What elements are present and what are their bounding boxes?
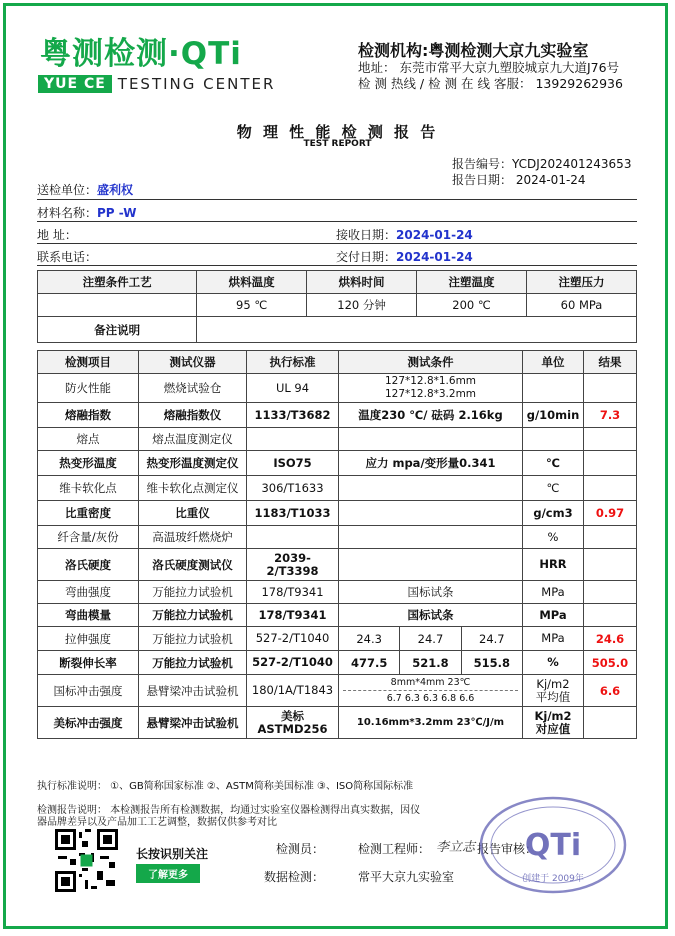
process-header: 烘料时间	[307, 271, 417, 294]
test-result	[584, 451, 637, 476]
material-value: PP -W	[97, 206, 137, 220]
table-row	[38, 627, 637, 651]
test-standard	[247, 526, 339, 549]
test-unit: ℃	[523, 476, 584, 501]
results-header: 执行标准	[247, 351, 339, 374]
condition-divider	[343, 690, 518, 691]
scan-follow-label: 长按识别关注	[136, 847, 209, 861]
test-standard: 527-2/T1040	[247, 651, 339, 675]
process-table	[37, 270, 637, 343]
test-result	[584, 526, 637, 549]
test-item: 国标冲击强度	[38, 675, 139, 707]
test-item: 断裂伸长率	[38, 651, 139, 675]
test-result	[584, 476, 637, 501]
test-condition	[339, 501, 523, 526]
test-condition	[339, 526, 523, 549]
test-condition: 应力 mpa/变形量0.341	[339, 451, 523, 476]
test-standard: 美标 ASTMD256	[247, 707, 339, 739]
test-unit: Kj/m2 对应值	[523, 707, 584, 739]
test-condition	[339, 707, 523, 739]
test-standard: 1183/T1033	[247, 501, 339, 526]
test-standard: 1133/T3682	[247, 403, 339, 428]
test-condition-value: 521.8	[400, 651, 461, 675]
test-condition-value: 477.5	[339, 651, 400, 675]
table-row	[38, 707, 637, 739]
data-check-label: 数据检测：	[264, 870, 325, 884]
process-header: 注塑压力	[527, 271, 637, 294]
test-result: 24.6	[584, 627, 637, 651]
data-check-value: 常平大京九实验室	[358, 870, 455, 884]
table-row	[38, 526, 637, 549]
test-item: 弯曲模量	[38, 604, 139, 627]
material-field: 材料名称：PP -W	[37, 206, 137, 220]
test-item: 美标冲击强度	[38, 707, 139, 739]
report-title: 物 理 性 能 检 测 报 告	[236, 123, 439, 141]
test-unit: MPa	[523, 581, 584, 604]
test-instrument: 燃烧试验仓	[139, 374, 247, 403]
test-result: 505.0	[584, 651, 637, 675]
engineer-label: 检测工程师：	[358, 842, 431, 856]
deliver-date-value: 2024-01-24	[396, 250, 473, 264]
test-unit	[523, 428, 584, 451]
qr-code-icon	[55, 829, 118, 892]
results-header: 结果	[584, 351, 637, 374]
test-item: 热变形温度	[38, 451, 139, 476]
test-standard: 180/1A/T1843	[247, 675, 339, 707]
test-instrument: 万能拉力试验机	[139, 651, 247, 675]
test-condition: 温度230 ℃/ 砝码 2.16kg	[339, 403, 523, 428]
test-standard: 178/T9341	[247, 581, 339, 604]
org-address: 地址： 东莞市常平大京九塑胶城京九大道J76号	[358, 60, 620, 75]
test-instrument: 万能拉力试验机	[139, 627, 247, 651]
table-row	[38, 651, 637, 675]
deliver-date-field: 交付日期：2024-01-24	[336, 250, 473, 264]
test-standard: UL 94	[247, 374, 339, 403]
process-value: 120 分钟	[307, 294, 417, 317]
test-condition	[339, 428, 523, 451]
results-header: 单位	[523, 351, 584, 374]
phone-field: 联系电话：	[37, 250, 98, 264]
test-result: 7.3	[584, 403, 637, 428]
test-result	[584, 428, 637, 451]
address-field: 地 址：	[37, 228, 77, 242]
receive-date-value: 2024-01-24	[396, 228, 473, 242]
test-instrument: 洛氏硬度测试仪	[139, 549, 247, 581]
test-result	[584, 581, 637, 604]
test-result: 6.6	[584, 675, 637, 707]
process-value: 60 MPa	[527, 294, 637, 317]
test-result	[584, 374, 637, 403]
standard-note: 执行标准说明： ①、GB简称国家标准 ②、ASTM简称美国标准 ③、ISO简称国际标准	[37, 781, 414, 792]
process-value: 95 ℃	[197, 294, 307, 317]
test-item: 比重密度	[38, 501, 139, 526]
divider	[37, 243, 637, 244]
test-condition: 国标试条	[339, 581, 523, 604]
test-instrument: 万能拉力试验机	[139, 604, 247, 627]
remark-label: 备注说明	[38, 317, 197, 343]
test-instrument: 熔融指数仪	[139, 403, 247, 428]
table-row	[38, 476, 637, 501]
process-header: 烘料温度	[197, 271, 307, 294]
test-unit: %	[523, 526, 584, 549]
test-unit: MPa	[523, 627, 584, 651]
test-instrument: 悬臂梁冲击试验机	[139, 675, 247, 707]
client-value: 盛利权	[97, 183, 134, 197]
test-standard: 306/T1633	[247, 476, 339, 501]
table-row	[38, 581, 637, 604]
table-row	[38, 428, 637, 451]
divider	[37, 221, 637, 222]
table-row	[38, 604, 637, 627]
condition-note: 10.16mm*3.2mm 23℃/J/m	[356, 717, 505, 728]
test-condition-value: 24.3	[339, 627, 400, 651]
client-field: 送检单位：盛利权	[37, 183, 134, 197]
test-instrument: 热变形温度测定仪	[139, 451, 247, 476]
test-item: 拉伸强度	[38, 627, 139, 651]
test-item: 维卡软化点	[38, 476, 139, 501]
test-instrument: 悬臂梁冲击试验机	[139, 707, 247, 739]
report-number: 报告编号：YCDJ202401243653	[452, 157, 632, 171]
receive-date-field: 接收日期：2024-01-24	[336, 228, 473, 242]
test-instrument: 高温玻纤燃烧炉	[139, 526, 247, 549]
logo-tag: YUE CE	[38, 75, 112, 93]
results-header: 测试仪器	[139, 351, 247, 374]
process-value: 200 ℃	[417, 294, 527, 317]
table-row	[38, 549, 637, 581]
seal-stamp-icon	[478, 795, 628, 895]
process-header: 注塑条件工艺	[38, 271, 197, 294]
test-result	[584, 707, 637, 739]
table-row	[38, 403, 637, 428]
test-standard: 178/T9341	[247, 604, 339, 627]
test-item: 纤含量/灰份	[38, 526, 139, 549]
test-unit	[523, 374, 584, 403]
test-condition-value: 24.7	[400, 627, 461, 651]
table-row	[38, 374, 637, 403]
test-result	[584, 604, 637, 627]
report-note-line2: 器品牌差异以及产品加工工艺调整，数据仅供参考对比	[37, 817, 277, 828]
divider	[37, 199, 637, 200]
svg-text:创建于 2009年: 创建于 2009年	[522, 874, 584, 884]
test-condition: 127*12.8*1.6mm 127*12.8*3.2mm	[339, 374, 523, 403]
report-note-line1: 检测报告说明： 本检测报告所有检测数据，均通过实验室仪器检测得出真实数据，因仪	[37, 805, 421, 816]
test-unit: g/10min	[523, 403, 584, 428]
org-name: 检测机构:粤测检测大京九实验室	[358, 41, 589, 60]
test-standard	[247, 428, 339, 451]
test-condition-value: 24.7	[461, 627, 522, 651]
test-standard: ISO75	[247, 451, 339, 476]
test-instrument: 维卡软化点测定仪	[139, 476, 247, 501]
report-subtitle: TEST REPORT	[303, 139, 372, 149]
process-header: 注塑温度	[417, 271, 527, 294]
table-row	[38, 675, 637, 707]
divider	[37, 265, 637, 266]
test-item: 洛氏硬度	[38, 549, 139, 581]
results-header: 测试条件	[339, 351, 523, 374]
results-table	[37, 350, 637, 739]
test-result: 0.97	[584, 501, 637, 526]
condition-note: 8mm*4mm 23℃	[390, 677, 471, 688]
learn-more-button[interactable]: 了解更多	[136, 864, 200, 883]
engineer-signature: 李立志	[436, 840, 476, 855]
table-row	[38, 501, 637, 526]
test-unit: HRR	[523, 549, 584, 581]
logo-tagline: TESTING CENTER	[117, 75, 276, 93]
test-item: 弯曲强度	[38, 581, 139, 604]
inspector-label: 检测员：	[276, 842, 325, 856]
test-unit: Kj/m2 平均值	[523, 675, 584, 707]
impact-values: 6.7 6.3 6.3 6.8 6.6	[386, 693, 475, 704]
test-condition	[339, 675, 523, 707]
test-unit: MPa	[523, 604, 584, 627]
test-unit: ℃	[523, 451, 584, 476]
table-row	[38, 451, 637, 476]
test-instrument: 万能拉力试验机	[139, 581, 247, 604]
test-instrument: 比重仪	[139, 501, 247, 526]
test-instrument: 熔点温度测定仪	[139, 428, 247, 451]
test-item: 熔点	[38, 428, 139, 451]
auditor-label: 报告审核：	[477, 842, 538, 856]
logo-subtitle	[38, 74, 275, 94]
test-standard: 527-2/T1040	[247, 627, 339, 651]
test-item: 熔融指数	[38, 403, 139, 428]
test-condition-value: 515.8	[461, 651, 522, 675]
test-condition	[339, 549, 523, 581]
org-hotline: 检 测 热线 / 检 测 在 线 客服： 13929262936	[358, 76, 623, 91]
logo-text: 粤测检测·QTi	[40, 36, 242, 72]
test-condition: 国标试条	[339, 604, 523, 627]
test-unit: %	[523, 651, 584, 675]
test-result	[584, 549, 637, 581]
results-header: 检测项目	[38, 351, 139, 374]
test-unit: g/cm3	[523, 501, 584, 526]
test-standard: 2039- 2/T3398	[247, 549, 339, 581]
test-condition	[339, 476, 523, 501]
test-item: 防火性能	[38, 374, 139, 403]
report-date: 报告日期： 2024-01-24	[452, 173, 586, 187]
svg-text:QTi: QTi	[524, 828, 582, 863]
